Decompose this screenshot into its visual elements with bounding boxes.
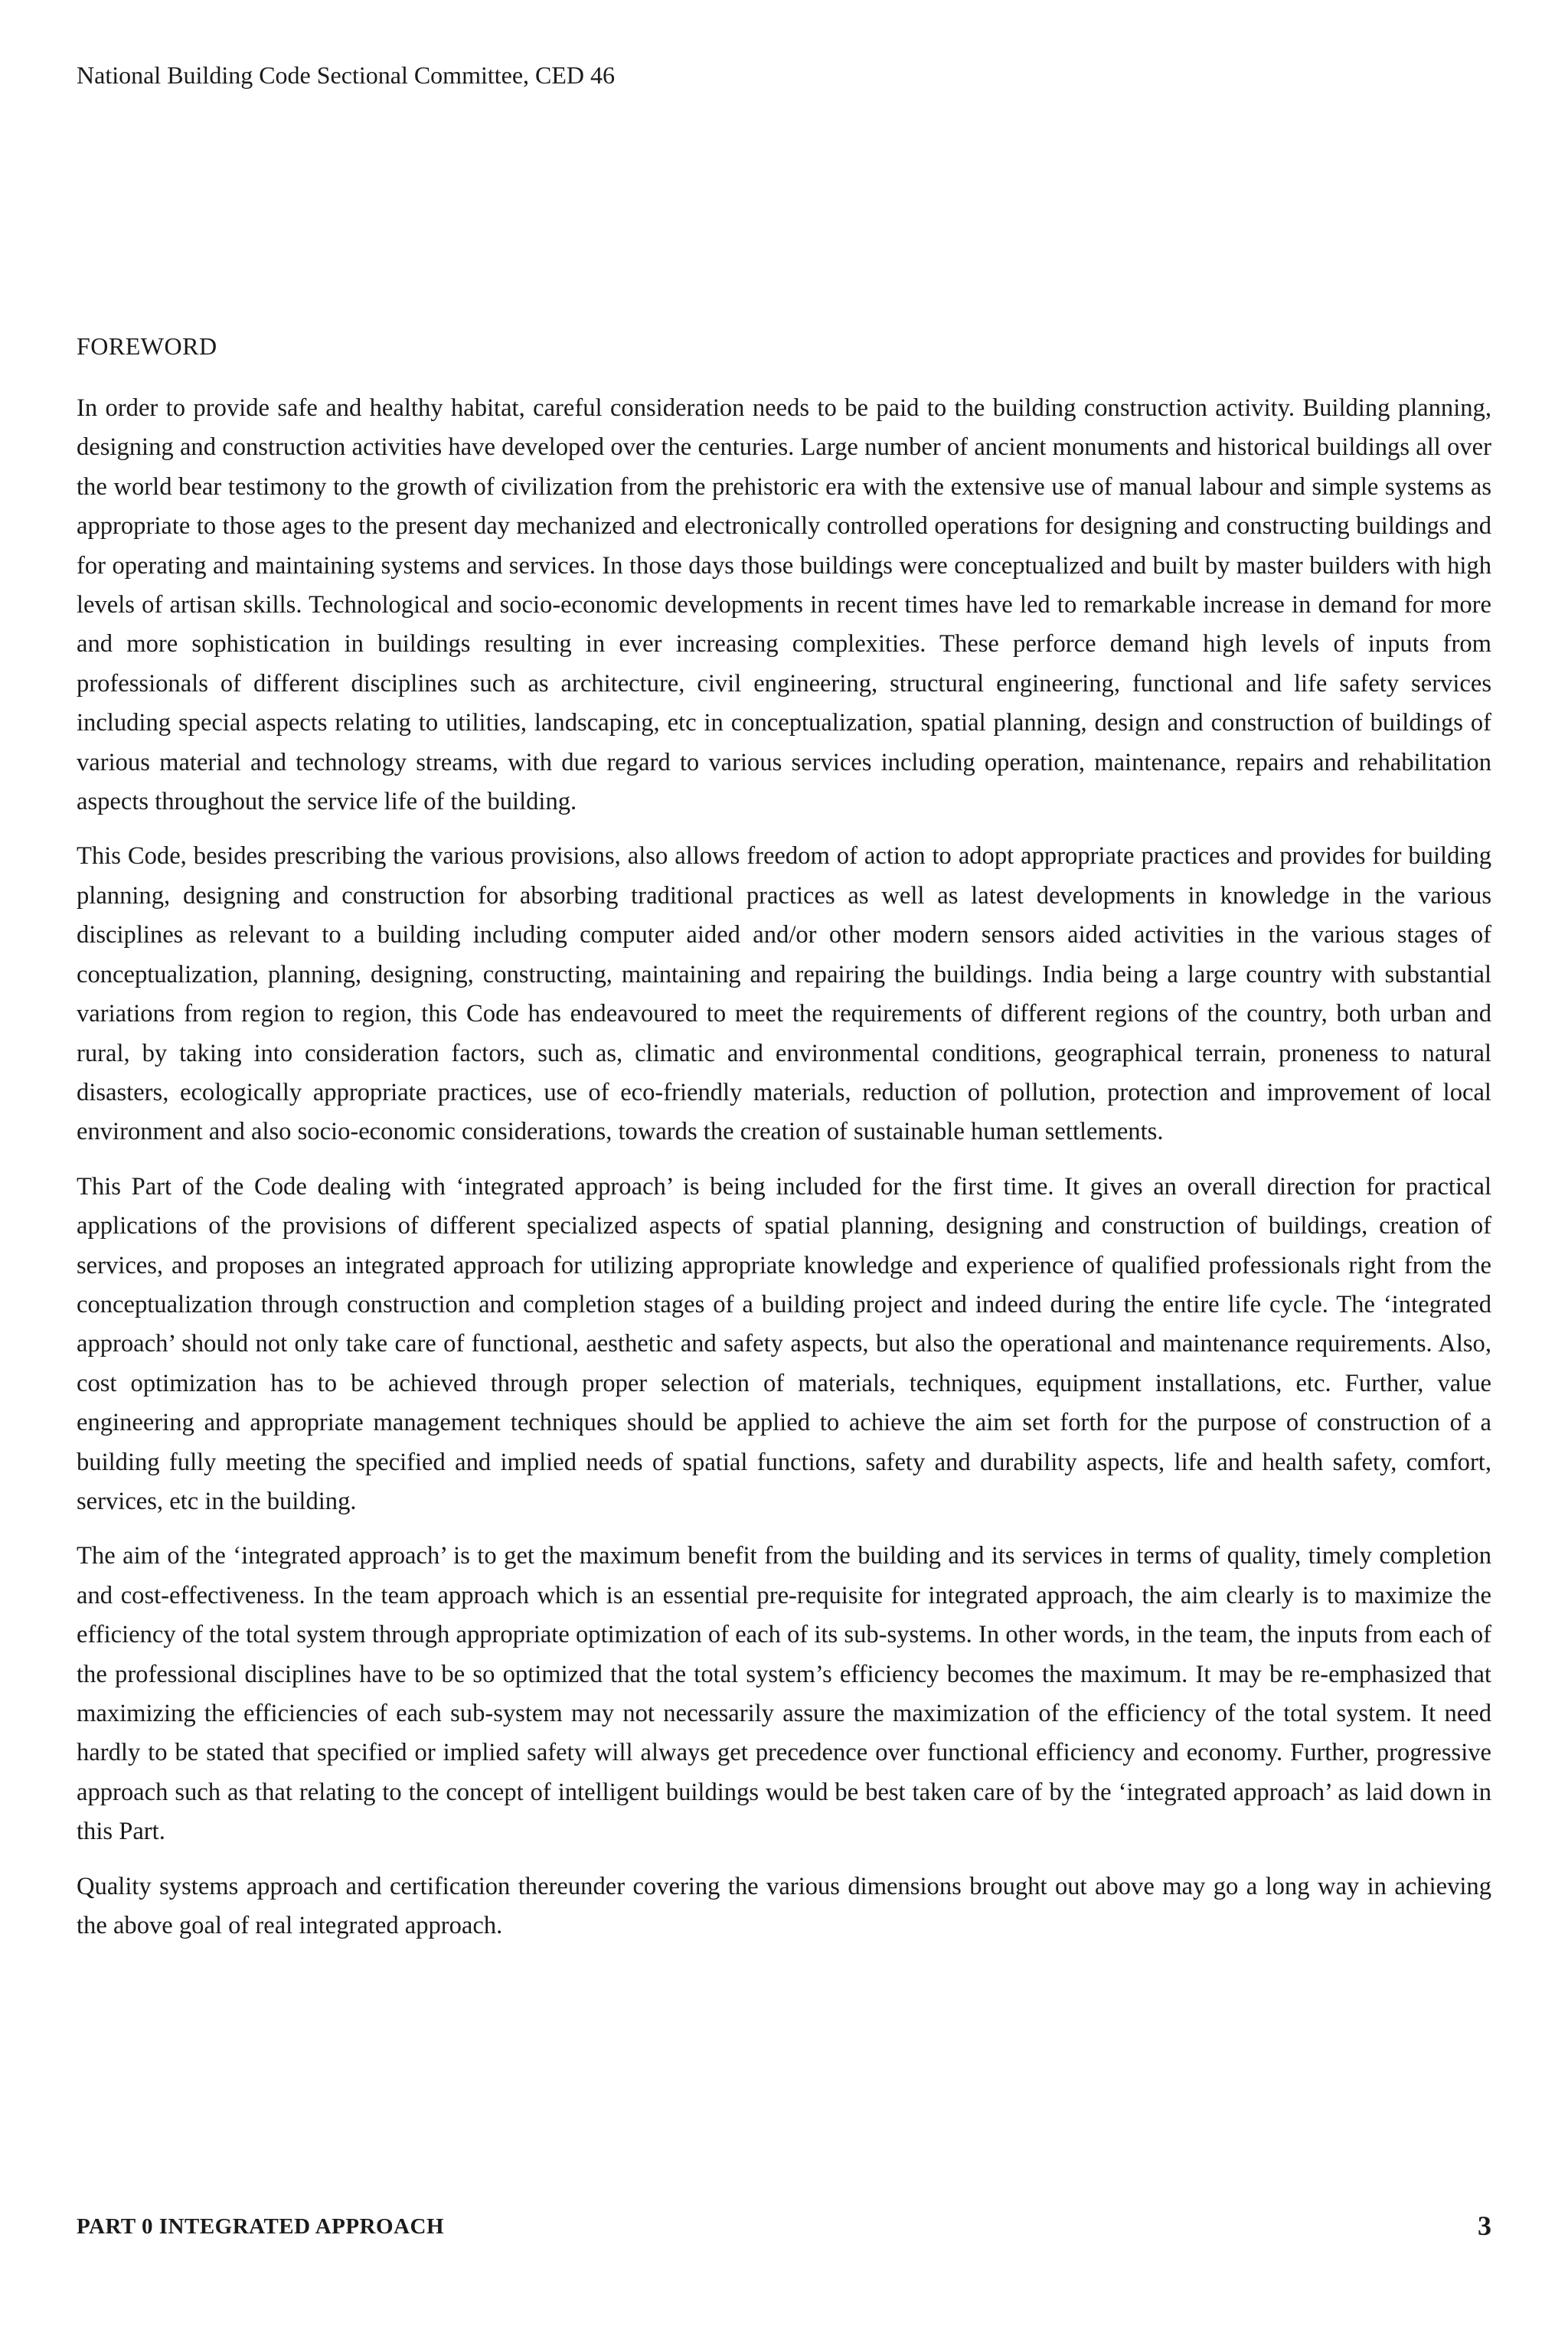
paragraph-2: This Code, besides prescribing the various provisions, also allows freedom of action to adopt appropriate practices and provides for building planning, designing and construction for absorbing traditional practices as well as latest developments in knowledge in the various disciplines as relevant to a building including computer aided and/or other modern sensors aided activities in the various stages of conceptualization, planning, designing, constructing, maintaining and repairing the buildings. India being a large country with substantial variations from region to region, this Code has endeavoured to meet the requirements of different regions of the country, both urban and rural, by taking into consideration factors, such as, climatic and environmental conditions, geographical terrain, proneness to natural disasters, ecologically appropriate practices, use of eco-friendly materials, reduction of pollution, protection and improvement of local environment and also socio-economic considerations, towards the creation of sustainable human settlements.	[77, 842, 1491, 1146]
committee-header: National Building Code Sectional Committee, CED 46	[77, 61, 616, 89]
paragraph-4: The aim of the ‘integrated approach’ is to get the maximum benefit from the building and its services in terms of quality, timely completion and cost-effectiveness. In the team approach which is an essential pre-requisite for integrated approach, the aim clearly is to maximize the efficiency of the total system through appropriate optimization of each of its sub-systems. In other words, in the team, the inputs from each of the professional disciplines have to be so optimized that the total system’s efficiency becomes the maximum. It may be re-emphasized that maximizing the efficiencies of each sub-system may not necessarily assure the maximization of the efficiency of the total system. It need hardly to be stated that specified or implied safety will always get precedence over functional efficiency and economy. Further, progressive approach such as that relating to the concept of intelligent buildings would be best taken care of by the ‘integrated approach’ as laid down in this Part.	[77, 1542, 1491, 1846]
footer-page-number: 3	[1478, 2210, 1491, 2241]
foreword-body	[77, 389, 1491, 1961]
paragraph-1: In order to provide safe and healthy habitat, careful consideration needs to be paid to the building construction activity. Building planning, designing and construction activities have developed over the centuries. Large number of ancient monuments and historical buildings all over the world bear testimony to the growth of civilization from the prehistoric era with the extensive use of manual labour and simple systems as appropriate to those ages to the present day mechanized and electronically controlled operations for designing and constructing buildings and for operating and maintaining systems and services. In those days those buildings were conceptualized and built by master builders with high levels of artisan skills. Technological and socio-economic developments in recent times have led to remarkable increase in demand for more and more sophistication in buildings resulting in ever increasing complexities. These perforce demand high levels of inputs from professionals of different disciplines such as architecture, civil engineering, structural engineering, functional and life safety services including special aspects relating to utilities, landscaping, etc in conceptualization, spatial planning, design and construction of buildings of various material and technology streams, with due regard to various services including operation, maintenance, repairs and rehabilitation aspects throughout the service life of the building.	[77, 394, 1491, 816]
footer-part-label: PART 0 INTEGRATED APPROACH	[77, 2214, 445, 2239]
paragraph-5: Quality systems approach and certification thereunder covering the various dimensions brought out above may go a long way in achieving the above goal of real integrated approach.	[77, 1872, 1491, 1940]
paragraph-3: This Part of the Code dealing with ‘integrated approach’ is being included for the first time. It gives an overall direction for practical applications of the provisions of different specialized aspects of spatial planning, designing and construction of buildings, creation of services, and proposes an integrated approach for utilizing appropriate knowledge and experience of qualified professionals right from the conceptualization through construction and completion stages of a building project and indeed during the entire life cycle. The ‘integrated approach’ should not only take care of functional, aesthetic and safety aspects, but also the operational and maintenance requirements. Also, cost optimization has to be achieved through proper selection of materials, techniques, equipment installations, etc. Further, value engineering and appropriate management techniques should be applied to achieve the aim set forth for the purpose of construction of a building fully meeting the specified and implied needs of spatial functions, safety and durability aspects, life and health safety, comfort, services, etc in the building.	[77, 1172, 1491, 1515]
foreword-heading: FOREWORD	[77, 332, 217, 360]
